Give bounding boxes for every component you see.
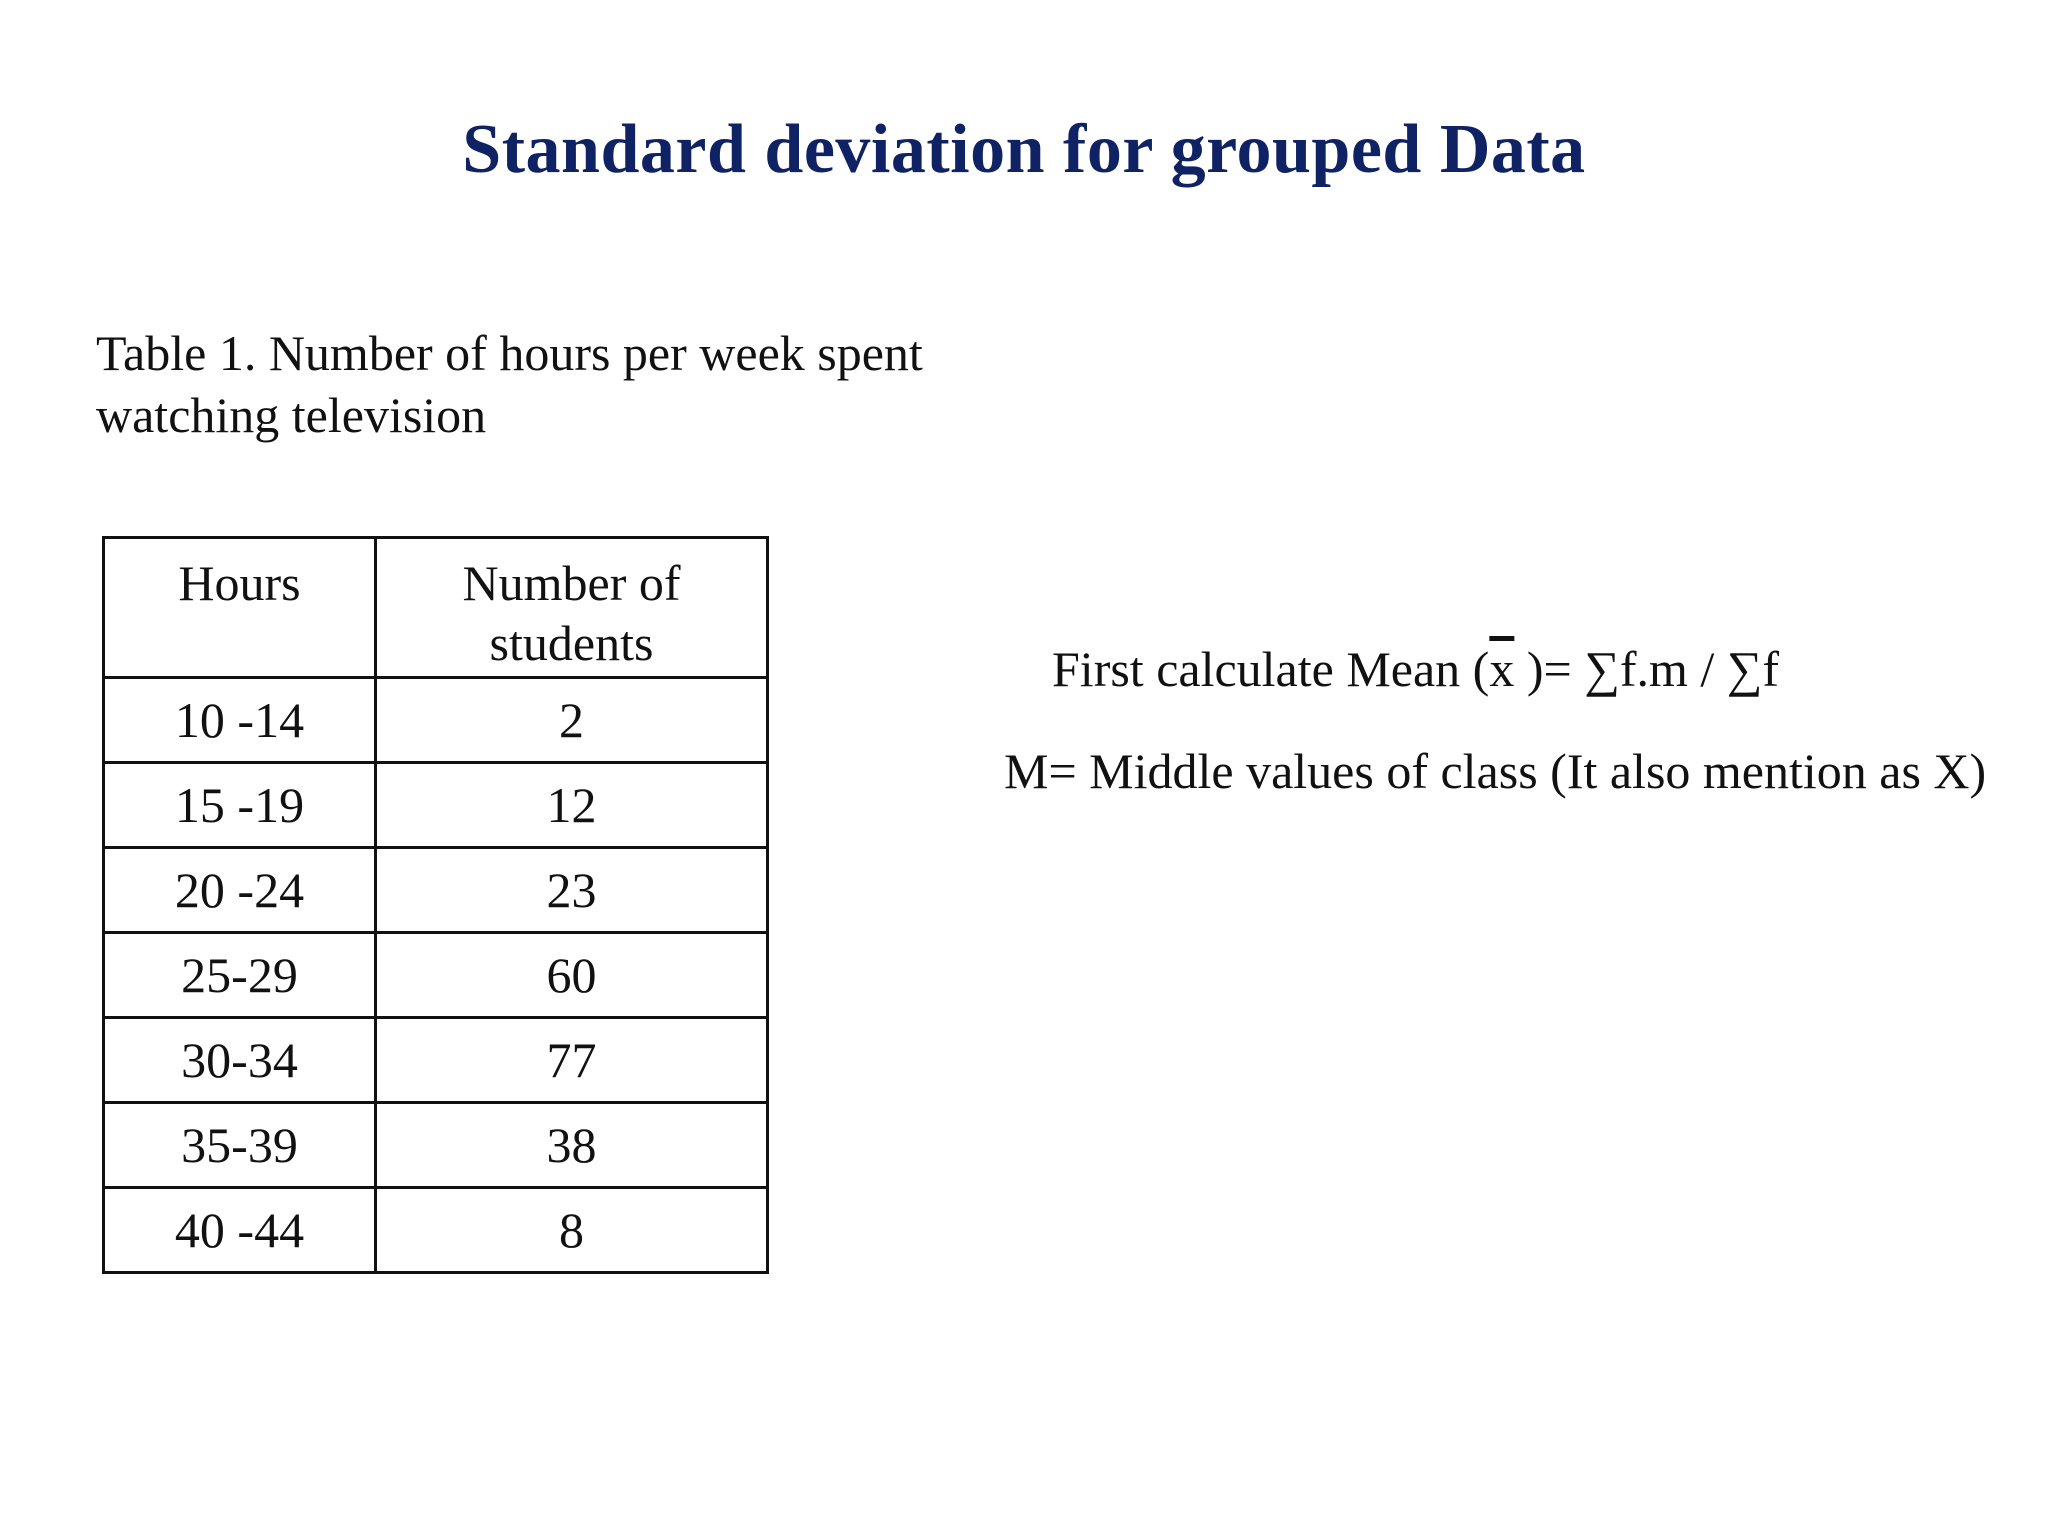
table-row [104, 848, 768, 933]
mean-formula-prefix: First calculate Mean ( [1052, 641, 1490, 697]
cell-hours: 20 -24 [104, 848, 376, 933]
cell-hours: 15 -19 [104, 763, 376, 848]
cell-students: 77 [376, 1018, 768, 1103]
table-row [104, 1188, 768, 1273]
cell-students: 8 [376, 1188, 768, 1273]
cell-hours: 40 -44 [104, 1188, 376, 1273]
frequency-table [102, 536, 769, 1274]
cell-hours: 25-29 [104, 933, 376, 1018]
table-header-row [104, 538, 768, 678]
cell-students: 2 [376, 678, 768, 763]
cell-students: 38 [376, 1103, 768, 1188]
mean-formula [1052, 638, 1779, 700]
table-row [104, 678, 768, 763]
table-row [104, 933, 768, 1018]
header-hours: Hours [104, 538, 376, 678]
slide-title: Standard deviation for grouped Data [462, 111, 1586, 188]
cell-hours: 10 -14 [104, 678, 376, 763]
x-bar-symbol: $\overline{x}$ [1489, 641, 1515, 697]
table-row [104, 763, 768, 848]
mean-formula-suffix: )= ∑f.m / ∑f [1514, 641, 1780, 697]
cell-students: 23 [376, 848, 768, 933]
cell-hours: 35-39 [104, 1103, 376, 1188]
middle-values-note: M= Middle values of class (It also mention as X) [1004, 743, 1987, 799]
cell-hours: 30-34 [104, 1018, 376, 1103]
table-row [104, 1018, 768, 1103]
table-caption [96, 322, 996, 446]
header-number-of-students: Number of students [376, 538, 768, 678]
caption-line-2: watching television [96, 387, 487, 443]
table-row [104, 1103, 768, 1188]
caption-line-1: Table 1. Number of hours per week spent [96, 325, 923, 381]
cell-students: 60 [376, 933, 768, 1018]
cell-students: 12 [376, 763, 768, 848]
